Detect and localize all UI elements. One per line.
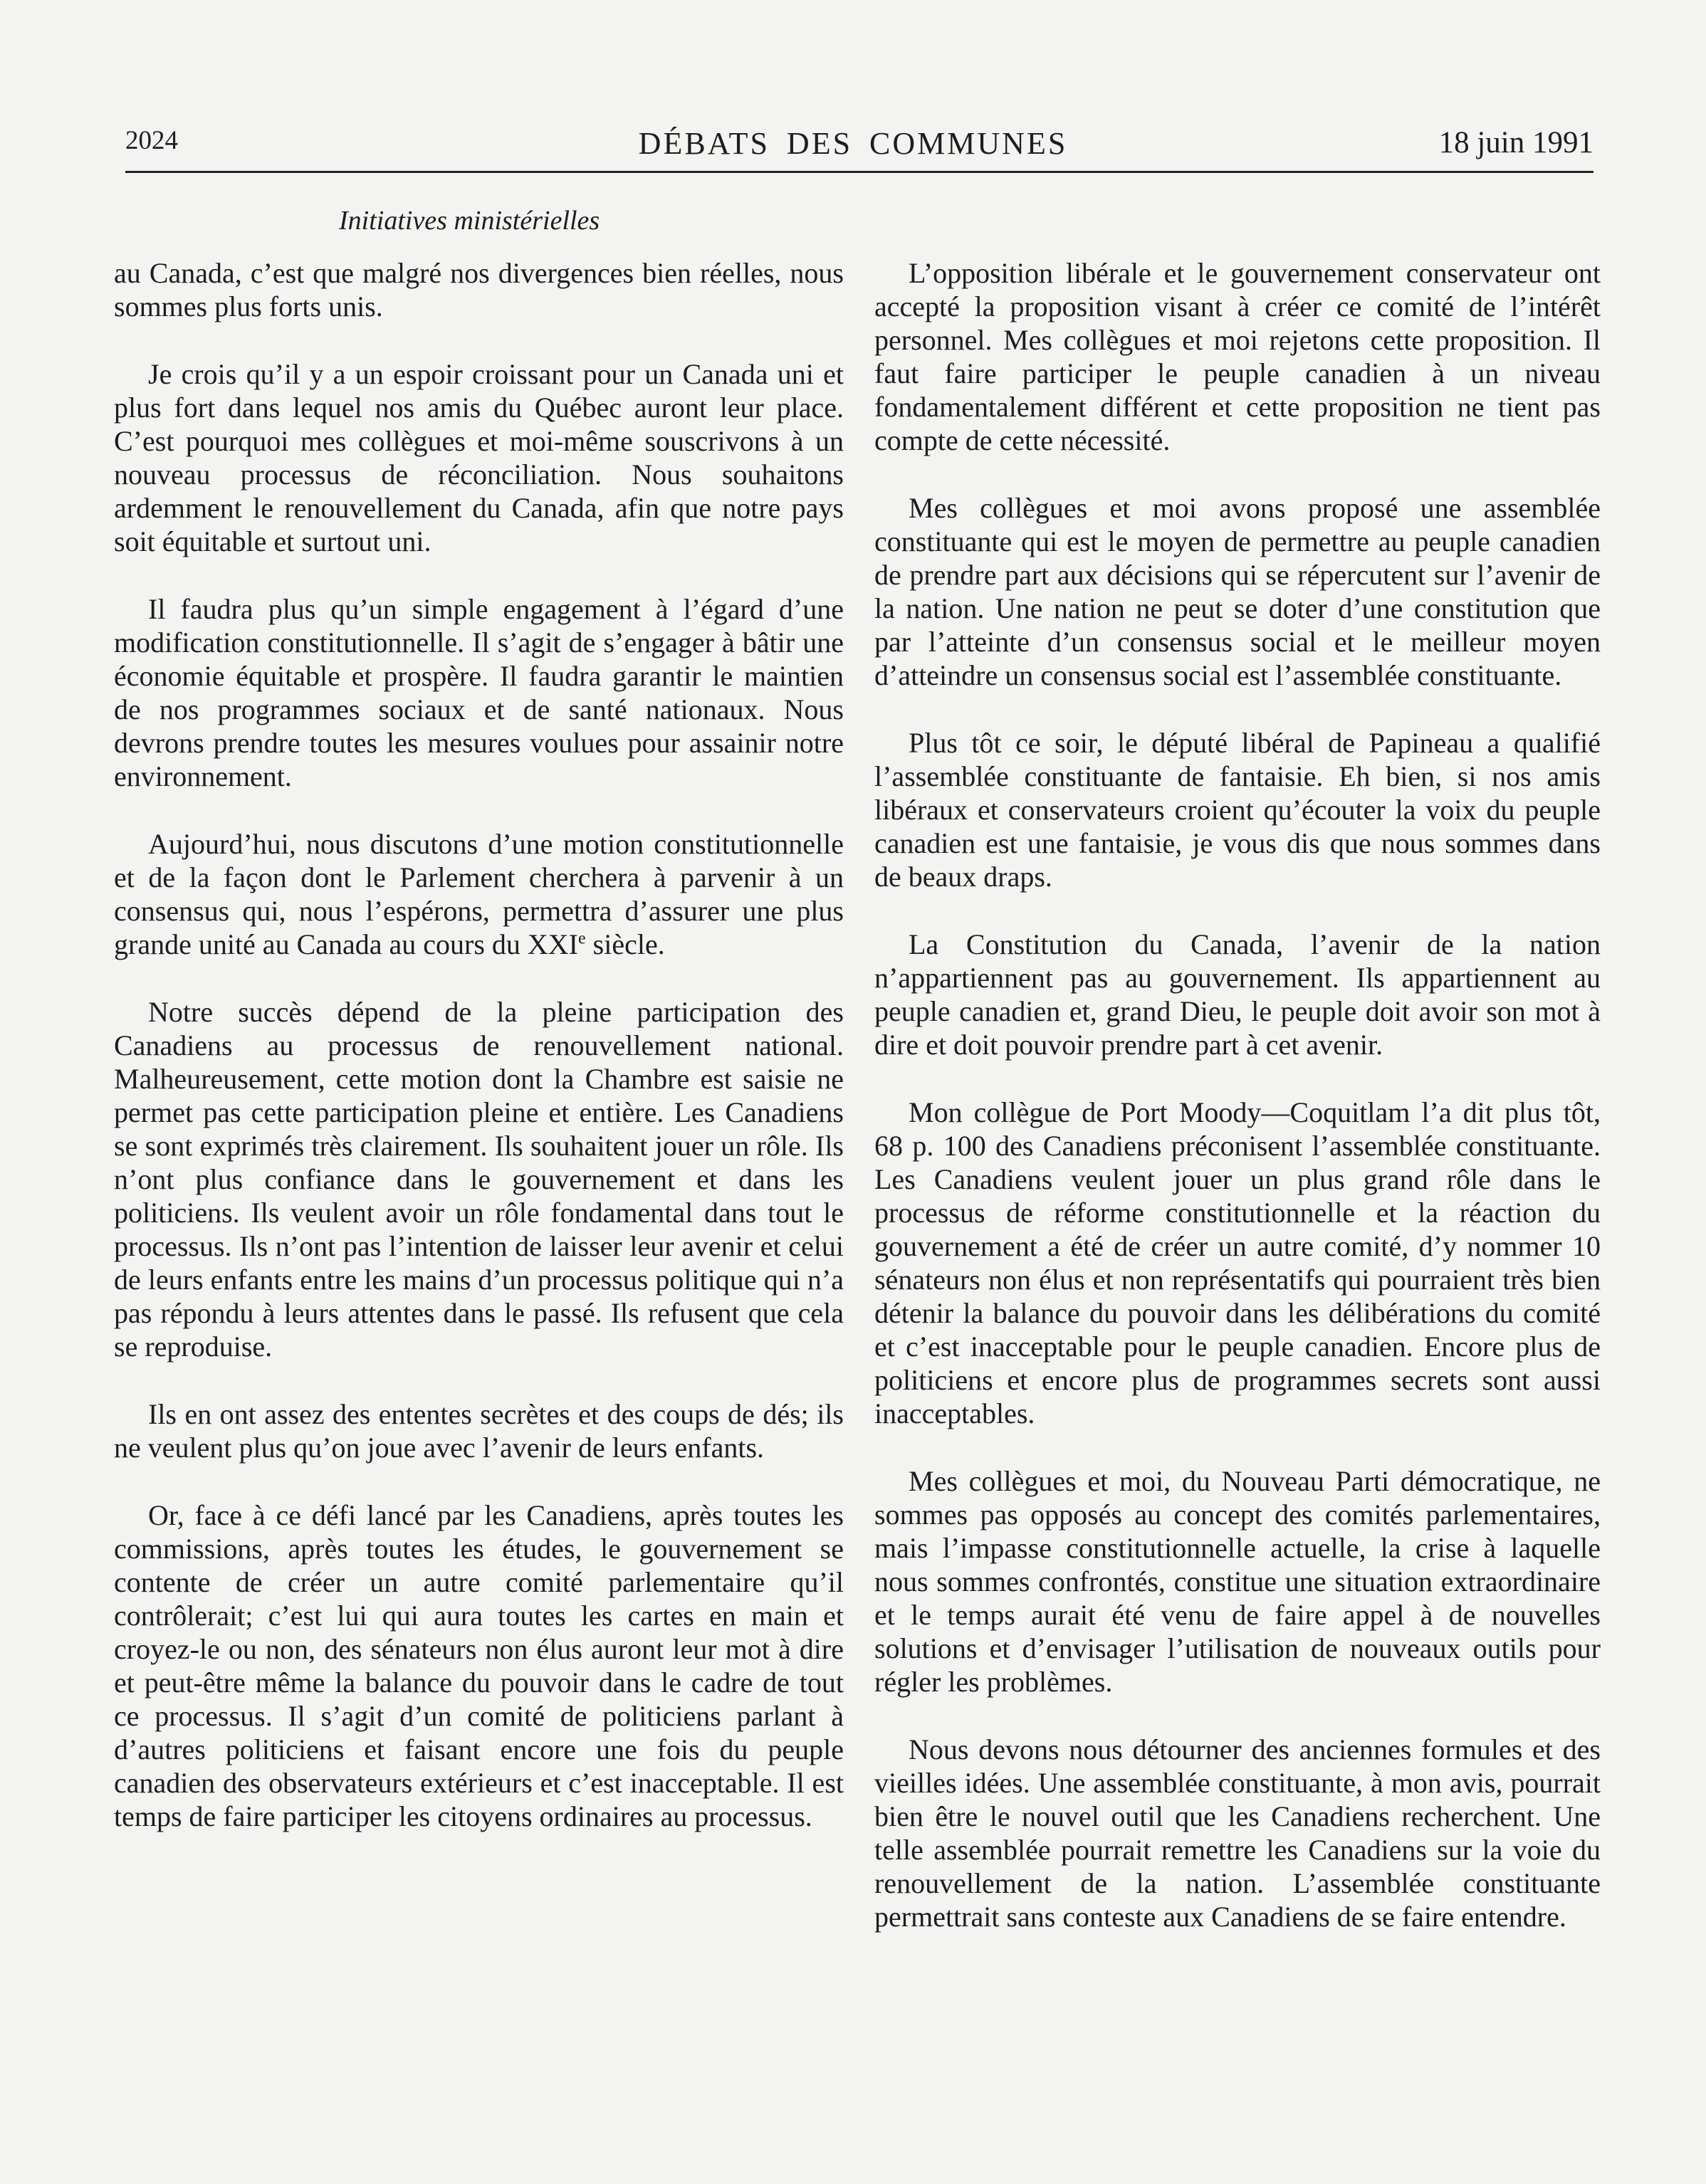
paragraph: Ils en ont assez des ententes secrètes et des coups de dés; ils ne veulent plus qu’on joue avec l’avenir de leurs enfants. bbox=[114, 1398, 844, 1464]
right-column bbox=[874, 256, 1601, 1968]
paragraph: Nous devons nous détourner des anciennes formules et des vieilles idées. Une assemblée constituante, à mon avis, pourrait bien être le nouvel outil que les Canadiens recherchent. Une telle assemblée pourrait remettre les Canadiens sur la voie du renouvellement de la nation. L’assemblée constituante permettrait sans conteste aux Canadiens de se faire entendre. bbox=[874, 1733, 1601, 1933]
left-column bbox=[114, 256, 844, 1867]
paragraph: L’opposition libérale et le gouvernement conservateur ont accepté la proposition visant à créer ce comité de l’intérêt personnel. Mes collègues et moi rejetons cette proposition. Il faut faire participer le peuple canadien à un niveau fondamentalement différent et cette proposition ne tient pas compte de cette nécessité. bbox=[874, 257, 1601, 456]
paragraph: Or, face à ce défi lancé par les Canadiens, après toutes les commissions, après toutes les études, le gouvernement se contente de créer un autre comité parlementaire qu’il contrôlerait; c’est lui qui aura toutes les cartes en main et croyez-le ou non, des sénateurs non élus auront leur mot à dire et peut-être même la balance du pouvoir dans le cadre de tout ce processus. Il s’agit d’un comité de politiciens parlant à d’autres politiciens et faisant encore une fois du peuple canadien des observateurs extérieurs et c’est inacceptable. Il est temps de faire participer les citoyens ordinaires au processus. bbox=[114, 1499, 844, 1832]
paragraph: Notre succès dépend de la pleine participation des Canadiens au processus de renouvellement national. Malheureusement, cette motion dont la Chambre est saisie ne permet pas cette participation pleine et entière. Les Canadiens se sont exprimés très clairement. Ils souhaitent jouer un rôle. Ils n’ont plus confiance dans le gouvernement et dans les politiciens. Ils veulent avoir un rôle fondamental dans tout le processus. Ils n’ont pas l’intention de laisser leur avenir et celui de leurs enfants entre les mains d’un processus politique qui n’a pas répondu à leurs attentes dans le passé. Ils refusent que cela se reproduise. bbox=[114, 996, 844, 1363]
paragraph: Plus tôt ce soir, le député libéral de Papineau a qualifié l’assemblée constituante de fantaisie. Eh bien, si nos amis libéraux et conservateurs croient qu’écouter la voix du peuple canadien est une fantaisie, je vous dis que nous sommes dans de beaux draps. bbox=[874, 727, 1601, 893]
paragraph bbox=[114, 827, 844, 961]
century-suffix: e bbox=[578, 929, 586, 948]
paragraph-text: Aujourd’hui, nous discutons d’une motion constitutionnelle et de la façon dont le Parlement cherchera à parvenir à un consensus qui, nous l’espérons, permettra d’assurer une plus grande unité au Canada au cours du bbox=[114, 828, 844, 960]
section-heading: Initiatives ministérielles bbox=[339, 206, 600, 236]
paragraph: Mon collègue de Port Moody—Coquitlam l’a dit plus tôt, 68 p. 100 des Canadiens préconisent l’assemblée constituante. Les Canadiens veulent jouer un plus grand rôle dans le processus de réforme constitutionnelle et la réaction du gouvernement a été de créer un autre comité, d’y nommer 10 sénateurs non élus et non représentatifs qui pourraient très bien détenir la balance du pouvoir dans les délibérations du comité et c’est inacceptable pour le peuple canadien. Encore plus de politiciens et encore plus de programmes secrets sont aussi inacceptables. bbox=[874, 1096, 1601, 1429]
page-date: 18 juin 1991 bbox=[1438, 126, 1594, 159]
paragraph: Je crois qu’il y a un espoir croissant pour un Canada uni et plus fort dans lequel nos amis du Québec auront leur place. C’est pourquoi mes collègues et moi-même souscrivons à un nouveau processus de réconciliation. Nous souhaitons ardemment le renouvellement du Canada, afin que notre pays soit équitable et surtout uni. bbox=[114, 358, 844, 557]
paragraph: au Canada, c’est que malgré nos divergences bien réelles, nous sommes plus forts unis. bbox=[114, 257, 844, 322]
page-number: 2024 bbox=[125, 126, 178, 155]
paragraph: Mes collègues et moi avons proposé une assemblée constituante qui est le moyen de permettre au peuple canadien de prendre part aux décisions qui se répercutent sur l’avenir de la nation. Une nation ne peut se doter d’une constitution que par l’atteinte d’un consensus social et le meilleur moyen d’atteindre un consensus social est l’assemblée constituante. bbox=[874, 492, 1601, 691]
paragraph: Mes collègues et moi, du Nouveau Parti démocratique, ne sommes pas opposés au concept des comités parlementaires, mais l’impasse constitutionnelle actuelle, la crise à laquelle nous sommes confrontés, constitue une situation extraordinaire et le temps aurait été venu de faire appel à de nouvelles solutions et d’envisager l’utilisation de nouveaux outils pour régler les problèmes. bbox=[874, 1465, 1601, 1698]
running-title: DÉBATS DES COMMUNES bbox=[638, 126, 1068, 161]
paragraph: La Constitution du Canada, l’avenir de la nation n’appartiennent pas au gouvernement. Ils appartiennent au peuple canadien et, grand Dieu, le peuple doit avoir son mot à dire et doit pouvoir prendre part à cet avenir. bbox=[874, 928, 1601, 1061]
paragraph: Il faudra plus qu’un simple engagement à l’égard d’une modification constitutionnelle. Il s’agit de s’engager à bâtir une économie équitable et prospère. Il faudra garantir le maintien de nos programmes sociaux et de santé nationaux. Nous devrons prendre toutes les mesures voulues pour assainir notre environnement. bbox=[114, 593, 844, 792]
century-numeral: XXI bbox=[527, 928, 578, 960]
header-rule bbox=[125, 171, 1594, 173]
century-tail: siècle. bbox=[585, 928, 665, 960]
